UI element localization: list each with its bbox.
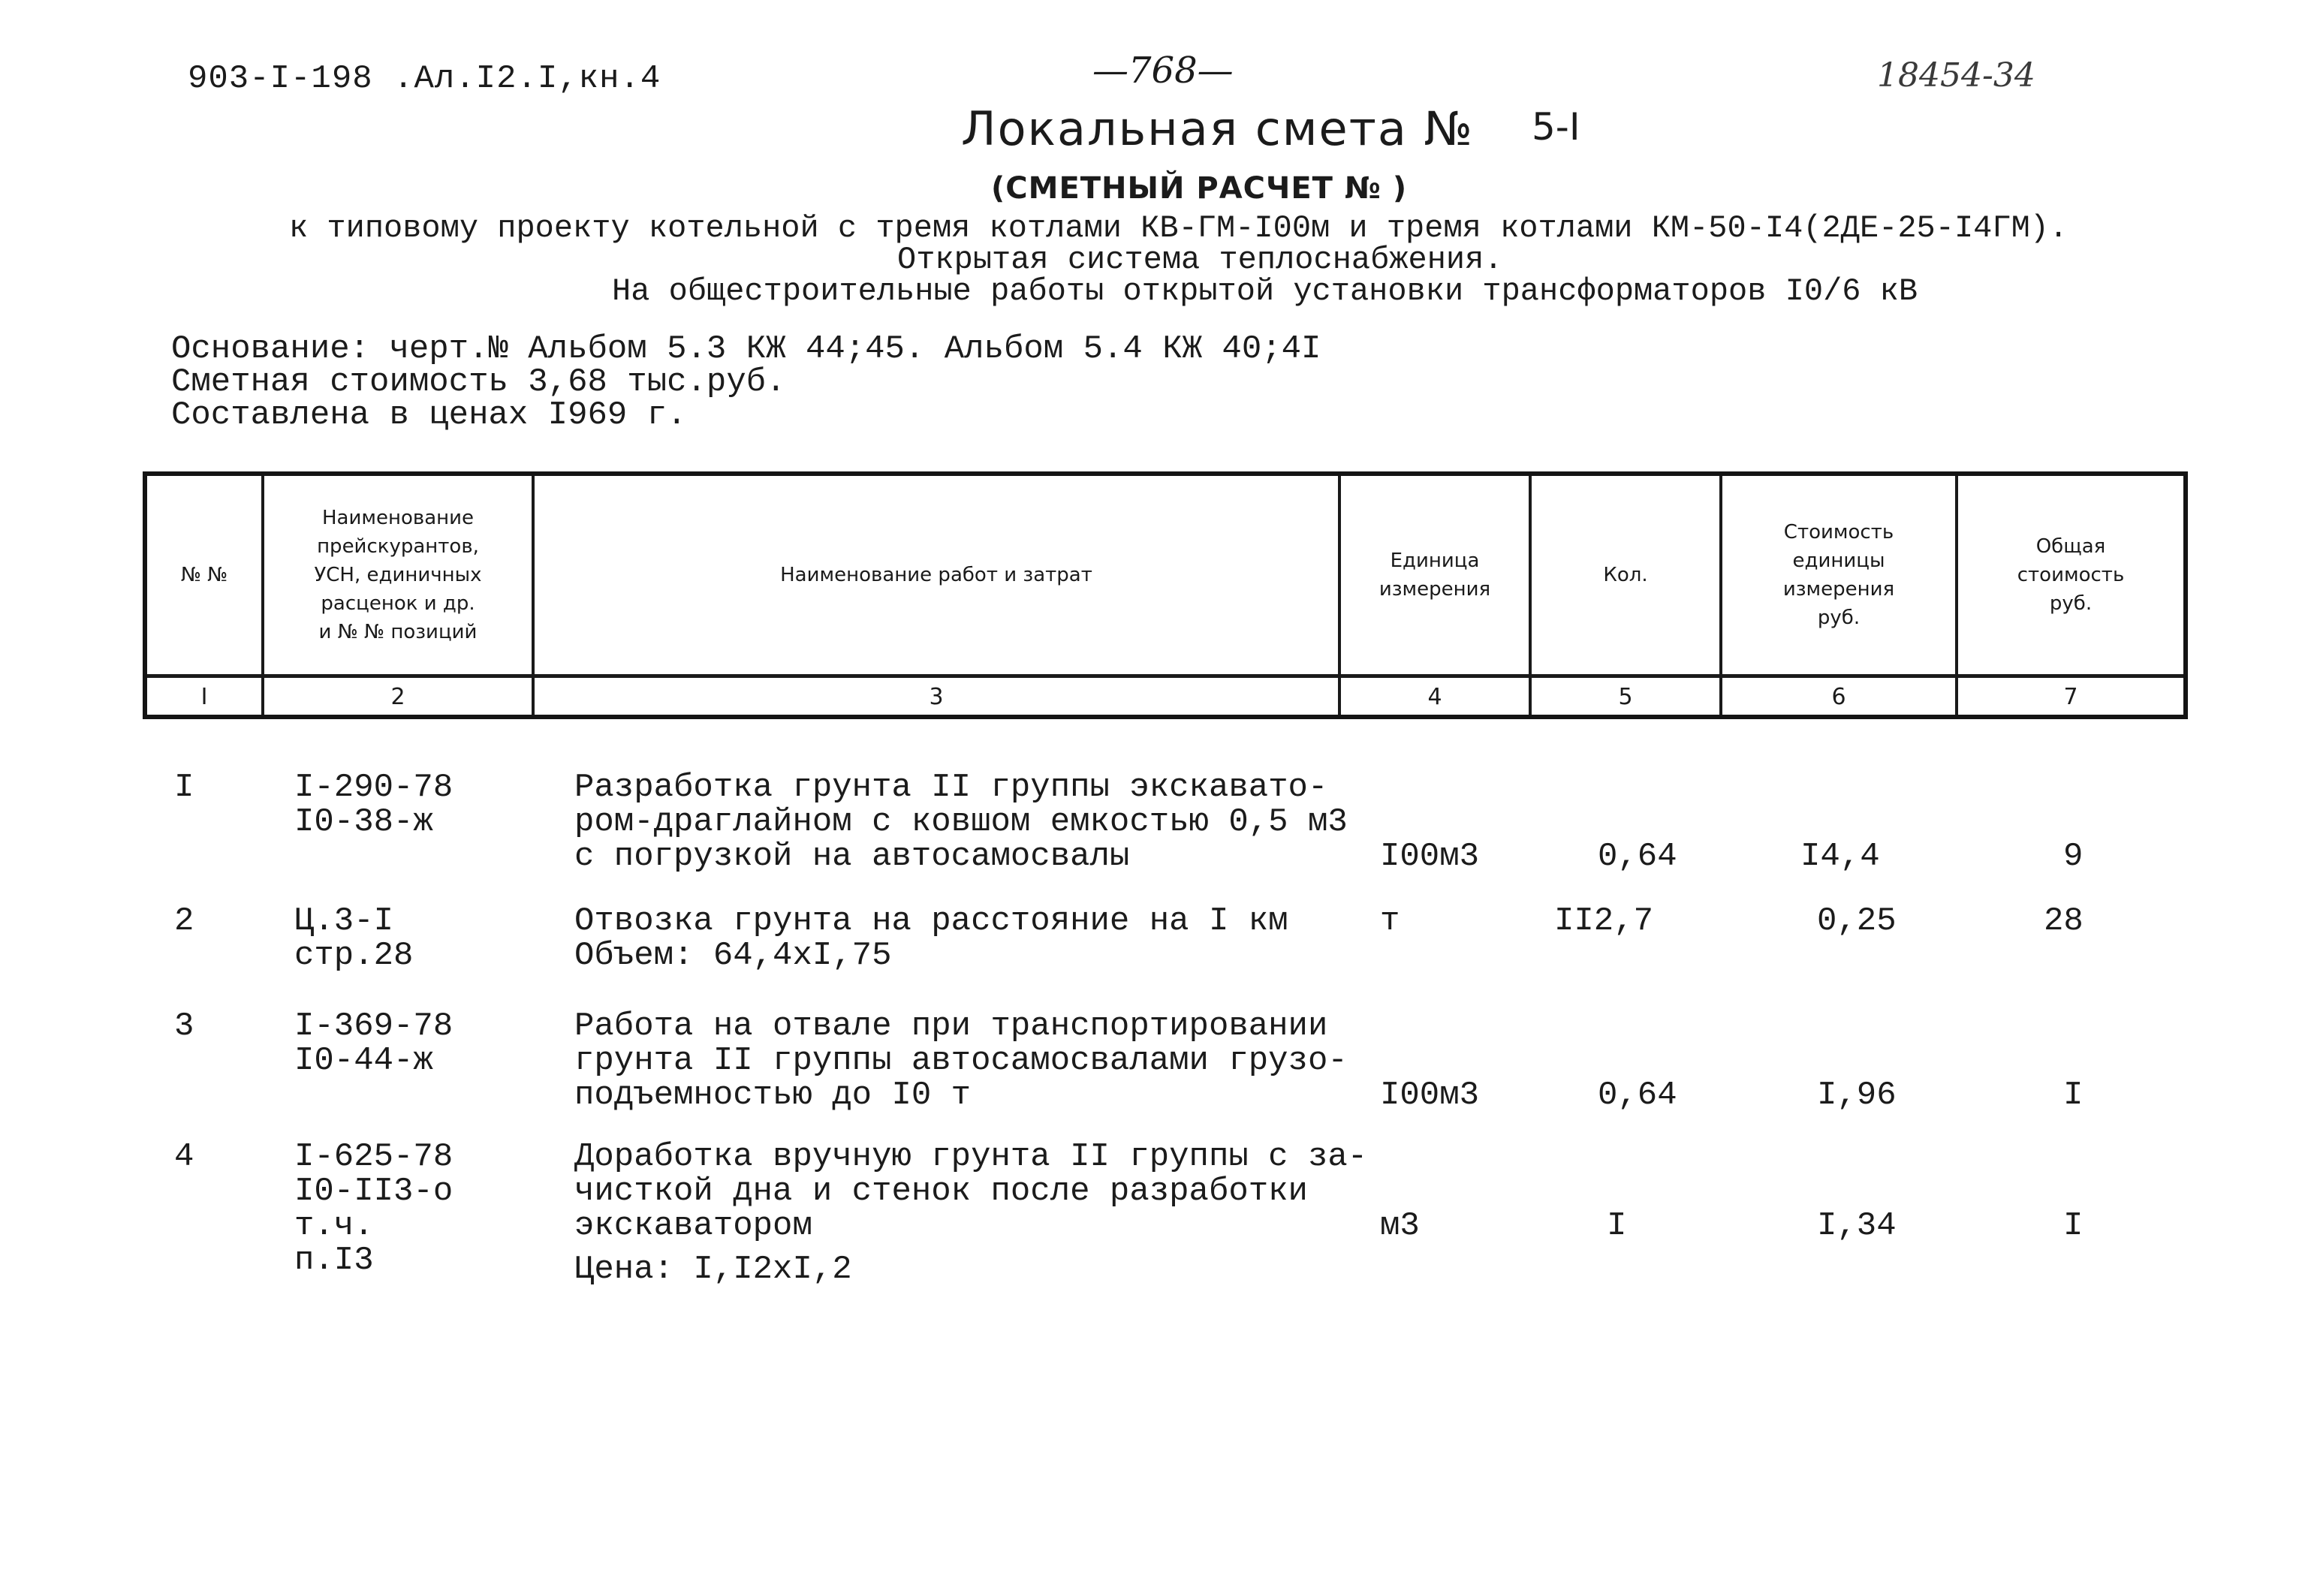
column-number: 3 (929, 683, 944, 710)
row-number: I (174, 769, 194, 806)
row-unit-cost: I,96 (1817, 1077, 1897, 1114)
row-number: 2 (174, 902, 194, 940)
row-number: 3 (174, 1007, 194, 1045)
row-unit-cost: I,34 (1817, 1207, 1897, 1245)
row-unit: I00м3 (1380, 1077, 1480, 1114)
row-total: I (2063, 1077, 2084, 1114)
column-number: 4 (1427, 683, 1442, 710)
row-code: I-369-78 I0-44-ж (294, 1007, 453, 1080)
row-quantity: 0,64 (1598, 1077, 1677, 1114)
project-description: к типовому проекту котельной с тремя котлами КВ-ГМ-I00м и тремя котлами КМ-50-I4(2ДЕ-25-I4ГМ). (289, 210, 2068, 246)
row-total: 28 (2044, 902, 2084, 940)
row-unit: I00м3 (1380, 838, 1480, 875)
column-number: 2 (390, 683, 405, 710)
page-title: Локальная смета № (961, 101, 1475, 156)
row-code: Ц.3-I стр.28 (294, 902, 414, 974)
column-header-work-name: Наименование работ и затрат (780, 564, 1092, 586)
column-header-total-cost: Общая стоимость руб. (2017, 535, 2125, 615)
column-number: 6 (1831, 683, 1846, 710)
document-code: 903-I-198 .Ал.I2.I,кн.4 (188, 60, 661, 98)
row-number: 4 (174, 1138, 194, 1176)
column-header-price-code: Наименование прейскурантов, УСН, единичных расценок и др. и № № позиций (314, 507, 482, 643)
row-description: Доработка вручную грунта II группы с за- чисткой дна и стенок после разработки экскаватором (574, 1138, 1368, 1245)
row-description: Работа на отвале при транспортировании грунта II группы автосамосвалами грузо- подъемностью до I0 т (574, 1007, 1348, 1114)
column-header-unit: Единица измерения (1378, 550, 1491, 601)
estimated-cost: Сметная стоимость 3,68 тыс.руб. (171, 363, 786, 401)
row-total: 9 (2063, 838, 2084, 875)
row-description: Разработка грунта II группы экскавато- ром-драглайном с ковшом емкостью 0,5 м3 с погрузкой на автосамосвалы (574, 769, 1348, 875)
page-number: —768— (1092, 50, 1234, 92)
row-description: Отвозка грунта на расстояние на I км Объем: 64,4xI,75 (574, 902, 1288, 974)
column-header-unit-cost: Стоимость единицы измерения руб. (1782, 521, 1895, 629)
column-number: I (200, 683, 208, 710)
row-unit-cost: I4,4 (1800, 838, 1880, 875)
archive-number: 18454-34 (1877, 56, 2035, 95)
row-quantity: 0,64 (1598, 838, 1677, 875)
row-total: I (2063, 1207, 2084, 1245)
works-scope-line: На общестроительные работы открытой установки трансформаторов I0/6 кВ (612, 273, 1918, 309)
row-code: I-290-78 I0-38-ж (294, 769, 453, 841)
row-quantity: I (1607, 1207, 1627, 1245)
subtitle: (СМЕТНЫЙ РАСЧЕТ № ) (991, 171, 1408, 206)
row-unit: м3 (1380, 1207, 1420, 1245)
estimate-number: 5-I (1532, 105, 1580, 149)
row-unit: т (1380, 902, 1400, 940)
heating-system-line: Открытая система теплоснабжения. (897, 242, 1503, 278)
row-price-formula: Цена: I,I2xI,2 (574, 1251, 852, 1288)
column-number: 5 (1618, 683, 1633, 710)
column-header-quantity: Кол. (1603, 564, 1648, 586)
basis-drawings: Основание: черт.№ Альбом 5.3 КЖ 44;45. Альбом 5.4 КЖ 40;4I (171, 330, 1321, 368)
row-quantity: II2,7 (1554, 902, 1654, 940)
estimate-table-header (143, 471, 2188, 719)
column-header-number: № № (180, 564, 228, 586)
column-number: 7 (2063, 683, 2078, 710)
row-unit-cost: 0,25 (1817, 902, 1897, 940)
price-year: Составлена в ценах I969 г. (171, 396, 687, 434)
row-code: I-625-78 I0-II3-о т.ч. п.I3 (294, 1138, 453, 1279)
